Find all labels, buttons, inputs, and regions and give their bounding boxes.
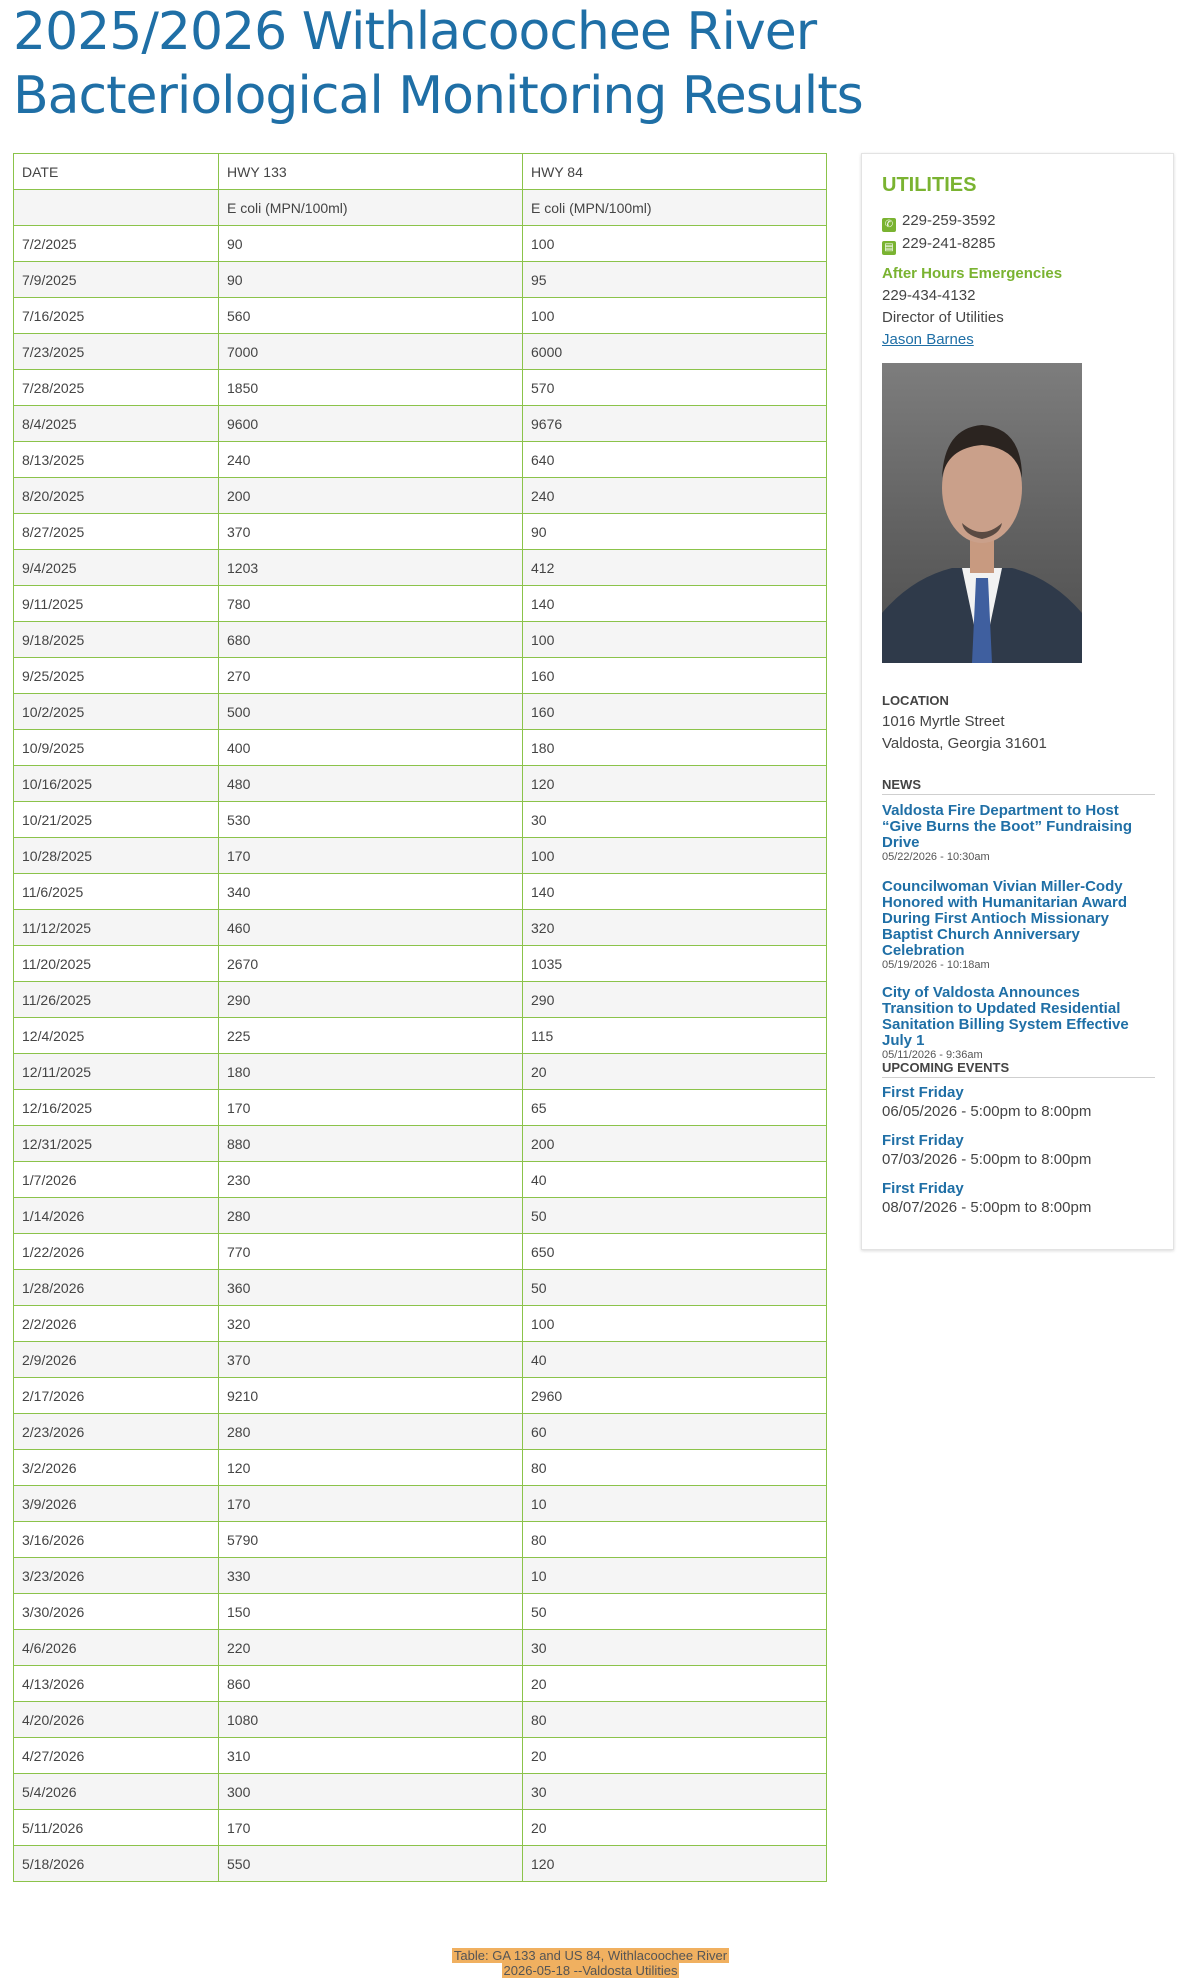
caption-line-2: 2026-05-18 --Valdosta Utilities xyxy=(503,1963,678,1978)
cell-hwy133: 340 xyxy=(219,874,523,910)
table-row xyxy=(14,514,827,550)
cell-hwy84: 80 xyxy=(523,1522,827,1558)
cell-hwy133: 1203 xyxy=(219,550,523,586)
cell-hwy84: 80 xyxy=(523,1450,827,1486)
cell-hwy133: 2670 xyxy=(219,946,523,982)
news-date: 05/22/2026 - 10:30am xyxy=(882,851,990,863)
table-row xyxy=(14,1486,827,1522)
cell-hwy84: 90 xyxy=(523,514,827,550)
cell-date: 5/4/2026 xyxy=(14,1774,219,1810)
event-title-link[interactable]: First Friday xyxy=(882,1084,964,1101)
cell-hwy84: 6000 xyxy=(523,334,827,370)
table-header-row xyxy=(14,154,827,190)
cell-date: 2/2/2026 xyxy=(14,1306,219,1342)
upcoming-events-heading: UPCOMING EVENTS xyxy=(882,1060,1155,1078)
cell-hwy133: 400 xyxy=(219,730,523,766)
cell-hwy84: 640 xyxy=(523,442,827,478)
table-row xyxy=(14,838,827,874)
cell-hwy84: 20 xyxy=(523,1666,827,1702)
table-row xyxy=(14,1378,827,1414)
table-row xyxy=(14,802,827,838)
table-row xyxy=(14,1450,827,1486)
cell-date: 2/9/2026 xyxy=(14,1342,219,1378)
cell-date: 9/4/2025 xyxy=(14,550,219,586)
cell-date: 1/7/2026 xyxy=(14,1162,219,1198)
cell-hwy133: 170 xyxy=(219,1810,523,1846)
cell-hwy133: 770 xyxy=(219,1234,523,1270)
cell-hwy133: 90 xyxy=(219,226,523,262)
cell-hwy84: 240 xyxy=(523,478,827,514)
phone-line xyxy=(882,212,995,232)
cell-date: 3/9/2026 xyxy=(14,1486,219,1522)
event-item[interactable] xyxy=(882,1180,1155,1218)
cell-hwy133: 150 xyxy=(219,1594,523,1630)
cell-date: 12/4/2025 xyxy=(14,1018,219,1054)
cell-hwy84: 320 xyxy=(523,910,827,946)
director-photo xyxy=(882,363,1082,663)
cell-date: 5/18/2026 xyxy=(14,1846,219,1882)
cell-date: 5/11/2026 xyxy=(14,1810,219,1846)
cell-hwy133: 480 xyxy=(219,766,523,802)
table-row xyxy=(14,442,827,478)
cell-date: 12/31/2025 xyxy=(14,1126,219,1162)
table-row xyxy=(14,910,827,946)
cell-hwy133: 280 xyxy=(219,1414,523,1450)
cell-date: 3/30/2026 xyxy=(14,1594,219,1630)
fax-line xyxy=(882,235,995,255)
cell-hwy84: 30 xyxy=(523,1630,827,1666)
cell-hwy84: 50 xyxy=(523,1594,827,1630)
cell-hwy84: 100 xyxy=(523,298,827,334)
table-row xyxy=(14,226,827,262)
subheader-hwy133-unit: E coli (MPN/100ml) xyxy=(219,190,523,226)
caption-line-1: Table: GA 133 and US 84, Withlacoochee River xyxy=(453,1948,728,1963)
table-row xyxy=(14,1270,827,1306)
cell-hwy84: 9676 xyxy=(523,406,827,442)
table-row xyxy=(14,1630,827,1666)
cell-hwy133: 280 xyxy=(219,1198,523,1234)
cell-date: 4/6/2026 xyxy=(14,1630,219,1666)
table-row xyxy=(14,262,827,298)
table-row xyxy=(14,874,827,910)
cell-date: 7/16/2025 xyxy=(14,298,219,334)
table-row xyxy=(14,1018,827,1054)
cell-hwy133: 530 xyxy=(219,802,523,838)
cell-hwy84: 50 xyxy=(523,1270,827,1306)
table-subheader-row xyxy=(14,190,827,226)
cell-date: 10/28/2025 xyxy=(14,838,219,874)
cell-hwy133: 300 xyxy=(219,1774,523,1810)
cell-hwy84: 80 xyxy=(523,1702,827,1738)
table-row xyxy=(14,1342,827,1378)
cell-hwy133: 330 xyxy=(219,1558,523,1594)
after-hours-phone[interactable]: 229-434-4132 xyxy=(882,287,976,304)
cell-date: 10/9/2025 xyxy=(14,730,219,766)
cell-date: 11/26/2025 xyxy=(14,982,219,1018)
table-row xyxy=(14,1738,827,1774)
cell-hwy84: 100 xyxy=(523,622,827,658)
cell-date: 8/13/2025 xyxy=(14,442,219,478)
table-row xyxy=(14,946,827,982)
table-row xyxy=(14,1558,827,1594)
cell-hwy84: 180 xyxy=(523,730,827,766)
page-title: 2025/2026 Withlacoochee River Bacteriological Monitoring Results xyxy=(13,2,863,126)
table-row xyxy=(14,1522,827,1558)
cell-hwy84: 65 xyxy=(523,1090,827,1126)
cell-hwy84: 20 xyxy=(523,1810,827,1846)
table-row xyxy=(14,1198,827,1234)
event-date: 08/07/2026 - 5:00pm to 8:00pm xyxy=(882,1199,1092,1216)
cell-date: 4/13/2026 xyxy=(14,1666,219,1702)
cell-date: 11/12/2025 xyxy=(14,910,219,946)
table-row xyxy=(14,766,827,802)
cell-hwy133: 370 xyxy=(219,1342,523,1378)
cell-date: 7/28/2025 xyxy=(14,370,219,406)
news-item[interactable] xyxy=(882,985,1155,1062)
table-row xyxy=(14,586,827,622)
cell-hwy84: 95 xyxy=(523,262,827,298)
table-row xyxy=(14,1306,827,1342)
cell-date: 3/23/2026 xyxy=(14,1558,219,1594)
utilities-sidebar xyxy=(861,153,1174,1250)
table-row xyxy=(14,1126,827,1162)
cell-hwy84: 412 xyxy=(523,550,827,586)
cell-date: 11/6/2025 xyxy=(14,874,219,910)
news-heading: NEWS xyxy=(882,777,1155,795)
cell-hwy133: 1850 xyxy=(219,370,523,406)
table-row xyxy=(14,1810,827,1846)
results-table xyxy=(13,153,827,1882)
cell-hwy84: 140 xyxy=(523,586,827,622)
cell-date: 8/20/2025 xyxy=(14,478,219,514)
news-date: 05/11/2026 - 9:36am xyxy=(882,1049,983,1061)
cell-hwy133: 200 xyxy=(219,478,523,514)
director-label: Director of Utilities xyxy=(882,309,1004,326)
address-line-2: Valdosta, Georgia 31601 xyxy=(882,735,1047,752)
cell-date: 9/25/2025 xyxy=(14,658,219,694)
table-row xyxy=(14,694,827,730)
cell-hwy133: 170 xyxy=(219,1486,523,1522)
cell-hwy84: 50 xyxy=(523,1198,827,1234)
cell-hwy84: 10 xyxy=(523,1486,827,1522)
table-row xyxy=(14,1846,827,1882)
table-row xyxy=(14,406,827,442)
cell-hwy133: 680 xyxy=(219,622,523,658)
table-row xyxy=(14,478,827,514)
fax-icon: ▤ xyxy=(882,241,896,255)
cell-date: 3/2/2026 xyxy=(14,1450,219,1486)
table-row xyxy=(14,1414,827,1450)
table-row xyxy=(14,1234,827,1270)
column-header-hwy84: HWY 84 xyxy=(523,154,827,190)
cell-hwy133: 1080 xyxy=(219,1702,523,1738)
cell-date: 3/16/2026 xyxy=(14,1522,219,1558)
cell-hwy133: 370 xyxy=(219,514,523,550)
portrait-illustration xyxy=(882,363,1082,663)
table-row xyxy=(14,622,827,658)
cell-date: 7/9/2025 xyxy=(14,262,219,298)
cell-hwy133: 560 xyxy=(219,298,523,334)
cell-hwy84: 1035 xyxy=(523,946,827,982)
cell-date: 10/21/2025 xyxy=(14,802,219,838)
cell-date: 2/23/2026 xyxy=(14,1414,219,1450)
cell-hwy133: 170 xyxy=(219,1090,523,1126)
cell-hwy133: 290 xyxy=(219,982,523,1018)
news-title-link[interactable]: Councilwoman Vivian Miller-Cody Honored with Humanitarian Award During First Antioch Missionary Baptist Church Anniversary Celebration xyxy=(882,878,1128,959)
cell-hwy133: 860 xyxy=(219,1666,523,1702)
table-row xyxy=(14,1594,827,1630)
cell-hwy133: 220 xyxy=(219,1630,523,1666)
cell-hwy133: 230 xyxy=(219,1162,523,1198)
cell-hwy84: 160 xyxy=(523,694,827,730)
cell-hwy84: 115 xyxy=(523,1018,827,1054)
news-item[interactable] xyxy=(882,879,1155,972)
cell-date: 12/16/2025 xyxy=(14,1090,219,1126)
cell-hwy84: 100 xyxy=(523,226,827,262)
table-row xyxy=(14,298,827,334)
cell-date: 9/18/2025 xyxy=(14,622,219,658)
event-title-link[interactable]: First Friday xyxy=(882,1132,964,1149)
table-caption xyxy=(0,1948,1181,1978)
event-title-link[interactable]: First Friday xyxy=(882,1180,964,1197)
cell-hwy133: 5790 xyxy=(219,1522,523,1558)
table-row xyxy=(14,1054,827,1090)
cell-date: 12/11/2025 xyxy=(14,1054,219,1090)
table-row xyxy=(14,550,827,586)
cell-hwy133: 780 xyxy=(219,586,523,622)
cell-hwy133: 320 xyxy=(219,1306,523,1342)
cell-date: 1/28/2026 xyxy=(14,1270,219,1306)
column-header-hwy133: HWY 133 xyxy=(219,154,523,190)
cell-hwy84: 160 xyxy=(523,658,827,694)
cell-hwy84: 100 xyxy=(523,838,827,874)
cell-hwy133: 270 xyxy=(219,658,523,694)
cell-hwy84: 140 xyxy=(523,874,827,910)
cell-hwy133: 240 xyxy=(219,442,523,478)
cell-hwy133: 120 xyxy=(219,1450,523,1486)
table-row xyxy=(14,370,827,406)
cell-date: 1/14/2026 xyxy=(14,1198,219,1234)
news-item[interactable] xyxy=(882,803,1155,864)
subheader-date xyxy=(14,190,219,226)
cell-hwy133: 90 xyxy=(219,262,523,298)
cell-hwy84: 60 xyxy=(523,1414,827,1450)
cell-hwy133: 9210 xyxy=(219,1378,523,1414)
table-row xyxy=(14,658,827,694)
cell-hwy84: 30 xyxy=(523,1774,827,1810)
phone-number[interactable]: 229-259-3592 xyxy=(902,212,996,229)
director-name-link[interactable]: Jason Barnes xyxy=(882,331,974,348)
cell-date: 4/20/2026 xyxy=(14,1702,219,1738)
cell-hwy84: 200 xyxy=(523,1126,827,1162)
fax-number: 229-241-8285 xyxy=(902,235,996,252)
cell-hwy133: 225 xyxy=(219,1018,523,1054)
cell-hwy133: 9600 xyxy=(219,406,523,442)
news-title-link[interactable]: City of Valdosta Announces Transition to Updated Residential Sanitation Billing System Effective July 1 xyxy=(882,984,1129,1049)
table-row xyxy=(14,334,827,370)
subheader-hwy84-unit: E coli (MPN/100ml) xyxy=(523,190,827,226)
cell-hwy133: 500 xyxy=(219,694,523,730)
cell-date: 8/27/2025 xyxy=(14,514,219,550)
cell-hwy133: 7000 xyxy=(219,334,523,370)
table-row xyxy=(14,982,827,1018)
cell-hwy84: 2960 xyxy=(523,1378,827,1414)
table-row xyxy=(14,1666,827,1702)
cell-hwy84: 650 xyxy=(523,1234,827,1270)
location-heading: LOCATION xyxy=(882,693,949,708)
cell-date: 8/4/2025 xyxy=(14,406,219,442)
cell-date: 11/20/2025 xyxy=(14,946,219,982)
table-row xyxy=(14,730,827,766)
cell-hwy84: 10 xyxy=(523,1558,827,1594)
sidebar-title: UTILITIES xyxy=(882,174,977,196)
event-item[interactable] xyxy=(882,1084,1155,1122)
cell-hwy84: 290 xyxy=(523,982,827,1018)
cell-hwy84: 120 xyxy=(523,1846,827,1882)
cell-hwy133: 460 xyxy=(219,910,523,946)
cell-date: 10/16/2025 xyxy=(14,766,219,802)
event-item[interactable] xyxy=(882,1132,1155,1170)
cell-hwy84: 20 xyxy=(523,1738,827,1774)
cell-date: 4/27/2026 xyxy=(14,1738,219,1774)
cell-date: 9/11/2025 xyxy=(14,586,219,622)
address-line-1: 1016 Myrtle Street xyxy=(882,713,1005,730)
cell-hwy133: 550 xyxy=(219,1846,523,1882)
cell-hwy84: 120 xyxy=(523,766,827,802)
cell-hwy133: 180 xyxy=(219,1054,523,1090)
column-header-date: DATE xyxy=(14,154,219,190)
cell-hwy133: 360 xyxy=(219,1270,523,1306)
cell-hwy84: 30 xyxy=(523,802,827,838)
cell-hwy133: 310 xyxy=(219,1738,523,1774)
table-row xyxy=(14,1162,827,1198)
table-row xyxy=(14,1090,827,1126)
phone-icon: ✆ xyxy=(882,218,896,232)
cell-date: 1/22/2026 xyxy=(14,1234,219,1270)
news-date: 05/19/2026 - 10:18am xyxy=(882,959,990,971)
cell-hwy84: 40 xyxy=(523,1162,827,1198)
cell-hwy84: 40 xyxy=(523,1342,827,1378)
cell-hwy84: 100 xyxy=(523,1306,827,1342)
news-title-link[interactable]: Valdosta Fire Department to Host “Give Burns the Boot” Fundraising Drive xyxy=(882,802,1133,851)
cell-hwy84: 20 xyxy=(523,1054,827,1090)
table-row xyxy=(14,1702,827,1738)
table-row xyxy=(14,1774,827,1810)
cell-hwy84: 570 xyxy=(523,370,827,406)
event-date: 07/03/2026 - 5:00pm to 8:00pm xyxy=(882,1151,1092,1168)
cell-date: 10/2/2025 xyxy=(14,694,219,730)
event-date: 06/05/2026 - 5:00pm to 8:00pm xyxy=(882,1103,1092,1120)
cell-hwy133: 170 xyxy=(219,838,523,874)
cell-date: 7/23/2025 xyxy=(14,334,219,370)
cell-date: 7/2/2025 xyxy=(14,226,219,262)
after-hours-label: After Hours Emergencies xyxy=(882,265,1063,282)
cell-date: 2/17/2026 xyxy=(14,1378,219,1414)
cell-hwy133: 880 xyxy=(219,1126,523,1162)
